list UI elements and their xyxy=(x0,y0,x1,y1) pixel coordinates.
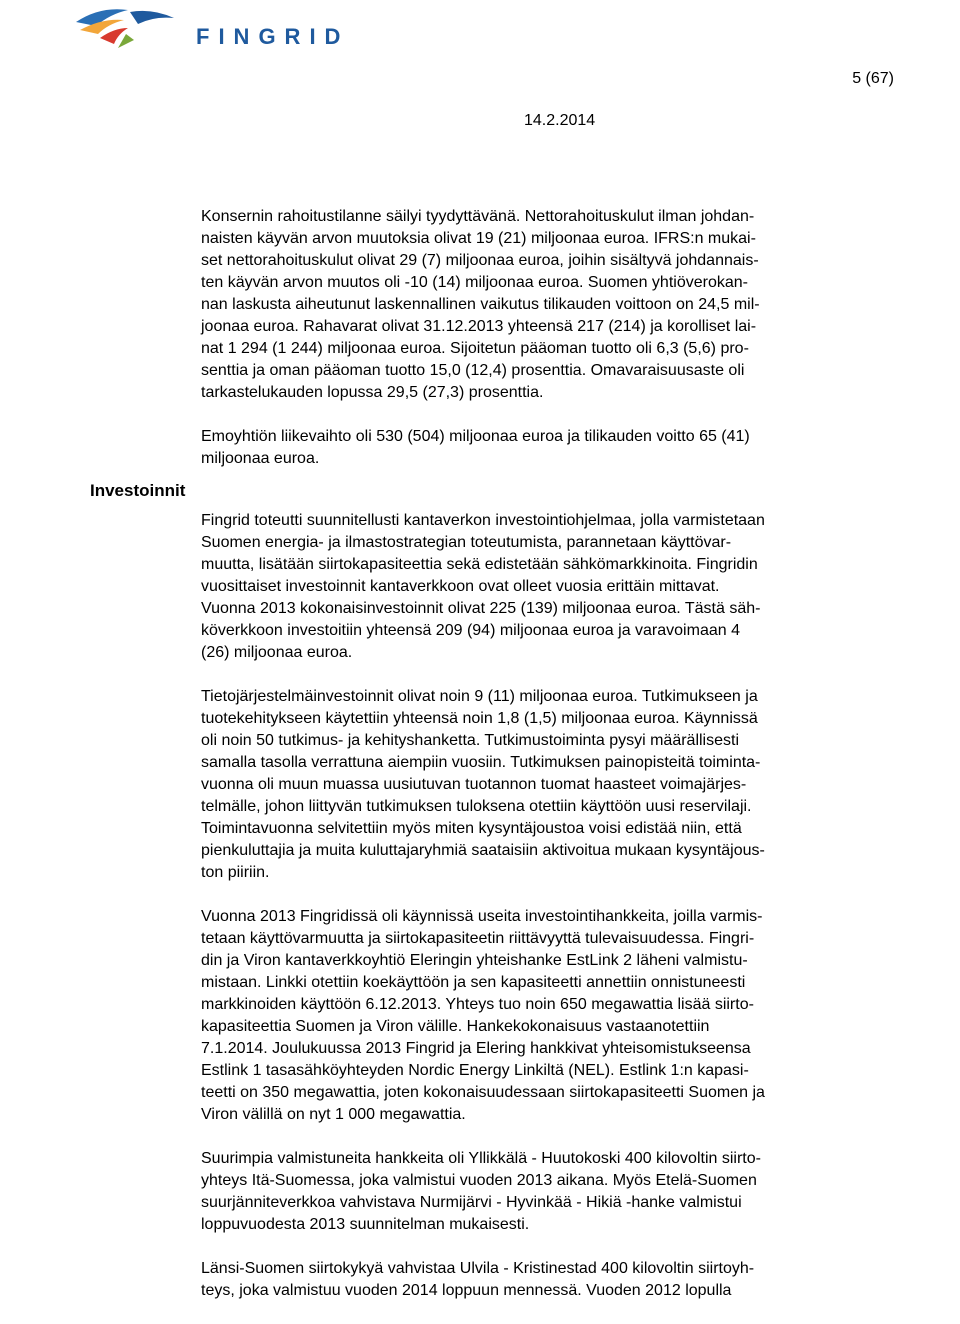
paragraph-investments: Fingrid toteutti suunnitellusti kantaverkon investointiohjelmaa, jolla varmistetaan Suomen energia- ja ilmastostrategian toteutumista, parannetaan käyttövar- muutta, lisätään siirtokapasiteettia sekä edistetään sähkömarkkinoita. Fingridin vuosittaiset investoinnit kantaverkkoon ovat olleet vuosia erittäin mittavat. Vuonna 2013 kokonaisinvestoinnit olivat 225 (139) miljoonaa euroa. Tästä säh- köverkkoon investoitiin yhteensä 209 (94) miljoonaa euroa ja varavoimaan 4 (26) miljoonaa euroa. xyxy=(201,512,765,661)
fingrid-logo-mark-icon xyxy=(70,4,200,52)
fingrid-logo xyxy=(70,4,350,52)
paragraph-parent-company: Emoyhtiön liikevaihto oli 530 (504) miljoonaa euroa ja tilikauden voitto 65 (41) miljoonaa euroa. xyxy=(201,428,750,467)
paragraph-completed-projects: Suurimpia valmistuneita hankkeita oli Yllikkälä - Huutokoski 400 kilovoltin siirto- yhteys Itä-Suomessa, joka valmistui vuoden 2013 aikana. Myös Etelä-Suomen suurjänniteverkkoa vahvistava Nurmijärvi - Hyvinkää - Hikiä -hanke valmistui loppuvuodesta 2013 suunnitelman mukaisesti. xyxy=(201,1150,761,1233)
logo-wordmark: FINGRID xyxy=(196,24,350,49)
page-number: 5 (67) xyxy=(852,70,894,87)
paragraph-western-finland: Länsi-Suomen siirtokykyä vahvistaa Ulvila - Kristinestad 400 kilovoltin siirtoyh- teys, joka valmistuu vuoden 2014 loppuun mennessä. Vuoden 2012 lopulla xyxy=(201,1260,755,1299)
document-date: 14.2.2014 xyxy=(524,112,596,129)
paragraph-it-research: Tietojärjestelmäinvestoinnit olivat noin 9 (11) miljoonaa euroa. Tutkimukseen ja tuotekehitykseen käytettiin yhteensä noin 1,8 (1,5) miljoonaa euroa. Käynnissä oli noin 50 tutkimus- ja kehityshanketta. Tutkimustoiminta pysyi määrällisesti samalla tasolla verrattuna aiempiin vuosiin. Tutkimuksen painopisteitä toiminta- vuonna oli muun muassa uusiutuvan tuotannon tuomat haasteet voimajärjes- telmälle, johon liittyvän tutkimuksen tuloksena otettiin käyttöön uusi reservilaji. Toimintavuonna selvitettiin myös miten kysyntäjoustoa voisi edistää niin, että pienkuluttajia ja muita kuluttajaryhmiä saataisiin aktivoitua mukaan kysyntäjous- ton piiriin. xyxy=(201,688,765,881)
section-heading-investments: Investoinnit xyxy=(90,481,186,500)
paragraph-financing: Konsernin rahoitustilanne säilyi tyydyttävänä. Nettorahoituskulut ilman johdan- naisten käyvän arvon muutoksia olivat 19 (21) miljoonaa euroa. IFRS:n mukai- set nettorahoituskulut olivat 29 (7) miljoonaa euroa, joihin sisältyvä johdannais- ten käyvän arvon muutos oli -10 (14) miljoonaa euroa. Suomen yhtiöverokan- nan laskusta aiheutunut laskennallinen vaikutus tilikauden voittoon on 24,5 mil- joonaa euroa. Rahavarat olivat 31.12.2013 yhteensä 217 (214) ja korolliset lai- nat 1 294 (1 244) miljoonaa euroa. Sijoitetun pääoman tuotto oli 6,3 (5,6) pro- senttia ja oman pääoman tuotto 15,0 (12,4) prosenttia. Omavaraisuusaste oli tarkastelukauden lopussa 29,5 (27,3) prosenttia. xyxy=(201,208,760,401)
paragraph-projects: Vuonna 2013 Fingridissä oli käynnissä useita investointihankkeita, joilla varmis- tetaan käyttövarmuutta ja siirtokapasiteetin riittävyyttä tulevaisuudessa. Fingri- din ja Viron kantaverkkoyhtiö Eleringin yhteishanke EstLink 2 läheni valmistu- mistaan. Linkki otettiin koekäyttöön ja sen kapasiteetti annettiin onnistuneesti markkinoiden käyttöön 6.12.2013. Yhteys tuo noin 650 megawattia lisää siirto- kapasiteettia Suomen ja Viron välille. Hankekokonaisuus vastaanotettiin 7.1.2014. Joulukuussa 2013 Fingrid ja Elering hankkivat yhteisomistukseensa Estlink 1 tasasähköyhteyden Nordic Energy Linkiltä (NEL). Estlink 1:n kapasi- teetti on 350 megawattia, joten kokonaisuudessaan siirtokapasiteetti Suomen ja Viron välillä on nyt 1 000 megawattia. xyxy=(201,908,765,1123)
body-text xyxy=(201,206,846,1324)
